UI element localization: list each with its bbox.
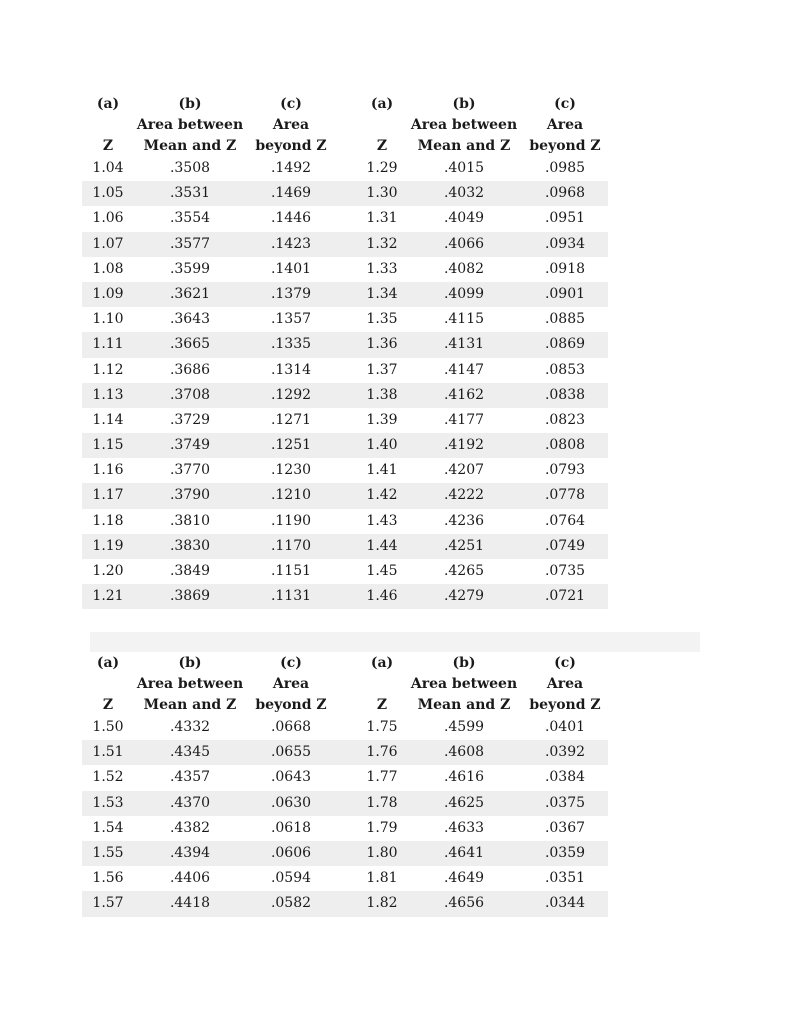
table-cell: 1.31 [366, 210, 398, 227]
table-cell: .1131 [270, 588, 312, 605]
table-cell: .4251 [443, 537, 485, 554]
table-cell: .0401 [544, 719, 586, 735]
table-cell: .0643 [270, 769, 312, 786]
table-cell: .0764 [544, 512, 586, 529]
table-cell: 1.44 [366, 537, 398, 554]
table-cell: .0951 [544, 210, 586, 227]
table-cell: 1.06 [92, 210, 124, 227]
table-cell: .3749 [169, 437, 211, 454]
table-cell: .0655 [270, 744, 312, 761]
table-cell: 1.45 [366, 563, 398, 579]
table-cell: .3665 [169, 336, 211, 353]
header-col-c-2: (c) Area beyond Z [529, 655, 601, 713]
table-cell: 1.75 [366, 719, 398, 735]
table-row [82, 816, 608, 841]
table-cell: .3599 [169, 260, 211, 277]
table-cell: .0594 [270, 870, 312, 887]
header-col-a-2: (a) Z [370, 655, 394, 713]
table-cell: 1.30 [366, 185, 398, 202]
table-cell: 1.42 [366, 487, 398, 504]
header-col-c: (c) Area beyond Z [255, 655, 327, 713]
table-cell: .4099 [443, 285, 485, 302]
table-header [82, 94, 608, 156]
table-row [82, 841, 608, 866]
table-cell: 1.41 [366, 462, 398, 479]
table-cell: .3708 [169, 386, 211, 403]
header-col-b: (b) Area between Mean and Z [136, 96, 244, 154]
table-cell: .3686 [169, 361, 211, 378]
table-cell: .0606 [270, 844, 312, 861]
table-cell: .0618 [270, 819, 312, 836]
table-cell: 1.34 [366, 285, 398, 302]
table-cell: .0630 [270, 794, 312, 811]
table-cell: .0351 [544, 870, 586, 887]
table-cell: .4625 [443, 794, 485, 811]
table-row [82, 257, 608, 282]
table-cell: 1.78 [366, 794, 398, 811]
table-row [82, 181, 608, 206]
table-cell: 1.77 [366, 769, 398, 786]
table-cell: 1.10 [92, 311, 124, 328]
table-cell: 1.46 [366, 588, 398, 605]
table-row [82, 307, 608, 332]
table-cell: 1.08 [92, 260, 124, 277]
header-col-c-2: (c) Area beyond Z [529, 96, 601, 154]
table-body [82, 156, 608, 609]
table-cell: 1.12 [92, 361, 124, 378]
table-cell: .4082 [443, 260, 485, 277]
table-cell: .4131 [443, 336, 485, 353]
table-cell: .4066 [443, 235, 485, 252]
table-body [82, 715, 608, 917]
table-cell: 1.19 [92, 537, 124, 554]
table-row [82, 156, 608, 181]
z-table-lower [82, 653, 608, 917]
table-cell: .1190 [270, 512, 312, 529]
table-cell: .4162 [443, 386, 485, 403]
table-cell: 1.37 [366, 361, 398, 378]
table-row [82, 534, 608, 559]
table-cell: .4382 [169, 819, 211, 836]
table-cell: 1.32 [366, 235, 398, 252]
table-cell: 1.55 [92, 844, 124, 861]
header-col-b-2: (b) Area between Mean and Z [410, 96, 518, 154]
table-cell: 1.35 [366, 311, 398, 328]
table-cell: .1151 [270, 563, 312, 579]
table-cell: .1446 [270, 210, 312, 227]
table-cell: .3508 [169, 160, 211, 176]
table-cell: .1314 [270, 361, 312, 378]
table-cell: .1335 [270, 336, 312, 353]
table-cell: .1292 [270, 386, 312, 403]
table-cell: .0985 [544, 160, 586, 176]
table-cell: 1.16 [92, 462, 124, 479]
table-cell: .0721 [544, 588, 586, 605]
table-cell: .0793 [544, 462, 586, 479]
table-cell: 1.39 [366, 411, 398, 428]
table-cell: 1.51 [92, 744, 124, 761]
table-cell: .4332 [169, 719, 211, 735]
header-col-a: (a) Z [96, 96, 120, 154]
table-cell: .3621 [169, 285, 211, 302]
table-cell: 1.21 [92, 588, 124, 605]
table-cell: 1.57 [92, 895, 124, 912]
table-cell: .1423 [270, 235, 312, 252]
table-cell: .4649 [443, 870, 485, 887]
table-row [82, 584, 608, 609]
table-cell: .3830 [169, 537, 211, 554]
table-cell: .0749 [544, 537, 586, 554]
table-cell: .4207 [443, 462, 485, 479]
table-cell: .3643 [169, 311, 211, 328]
table-cell: 1.80 [366, 844, 398, 861]
table-cell: .0367 [544, 819, 586, 836]
table-cell: .1401 [270, 260, 312, 277]
table-cell: 1.09 [92, 285, 124, 302]
table-cell: .1492 [270, 160, 312, 176]
table-cell: .0869 [544, 336, 586, 353]
table-row [82, 383, 608, 408]
table-cell: .1271 [270, 411, 312, 428]
table-cell: .1251 [270, 437, 312, 454]
table-cell: 1.53 [92, 794, 124, 811]
table-cell: .4015 [443, 160, 485, 176]
table-cell: .0885 [544, 311, 586, 328]
table-cell: .4345 [169, 744, 211, 761]
table-cell: .0778 [544, 487, 586, 504]
table-cell: .4616 [443, 769, 485, 786]
table-cell: 1.11 [92, 336, 124, 353]
table-cell: .4236 [443, 512, 485, 529]
table-cell: 1.20 [92, 563, 124, 579]
table-cell: .0901 [544, 285, 586, 302]
header-col-b-2: (b) Area between Mean and Z [410, 655, 518, 713]
table-cell: 1.54 [92, 819, 124, 836]
table-cell: .4633 [443, 819, 485, 836]
table-cell: .1170 [270, 537, 312, 554]
table-cell: .3810 [169, 512, 211, 529]
table-cell: .0934 [544, 235, 586, 252]
table-row [82, 458, 608, 483]
table-cell: .0375 [544, 794, 586, 811]
table-cell: 1.52 [92, 769, 124, 786]
table-row [82, 509, 608, 534]
table-cell: .1379 [270, 285, 312, 302]
table-cell: .4265 [443, 563, 485, 579]
table-cell: .1230 [270, 462, 312, 479]
table-cell: .3849 [169, 563, 211, 579]
table-cell: .4049 [443, 210, 485, 227]
table-row [82, 891, 608, 916]
table-cell: 1.79 [366, 819, 398, 836]
table-cell: 1.17 [92, 487, 124, 504]
table-row [82, 408, 608, 433]
table-cell: .0808 [544, 437, 586, 454]
table-cell: .4222 [443, 487, 485, 504]
table-row [82, 358, 608, 383]
table-row [82, 559, 608, 584]
table-header [82, 653, 608, 715]
table-cell: 1.13 [92, 386, 124, 403]
table-cell: 1.38 [366, 386, 398, 403]
table-cell: .0823 [544, 411, 586, 428]
table-cell: .0582 [270, 895, 312, 912]
table-cell: .3531 [169, 185, 211, 202]
table-cell: 1.43 [366, 512, 398, 529]
table-row [82, 791, 608, 816]
table-cell: 1.40 [366, 437, 398, 454]
table-cell: 1.15 [92, 437, 124, 454]
table-row [82, 483, 608, 508]
table-cell: .4394 [169, 844, 211, 861]
table-cell: 1.82 [366, 895, 398, 912]
table-row [82, 866, 608, 891]
table-cell: .3554 [169, 210, 211, 227]
table-cell: 1.04 [92, 160, 124, 176]
table-cell: .4599 [443, 719, 485, 735]
header-col-a: (a) Z [96, 655, 120, 713]
table-cell: .0392 [544, 744, 586, 761]
table-cell: .0968 [544, 185, 586, 202]
table-row [82, 332, 608, 357]
table-cell: 1.29 [366, 160, 398, 176]
table-cell: 1.14 [92, 411, 124, 428]
table-cell: .4147 [443, 361, 485, 378]
table-cell: .0918 [544, 260, 586, 277]
table-cell: .4115 [443, 311, 485, 328]
table-cell: .4177 [443, 411, 485, 428]
z-table-upper [82, 94, 608, 609]
table-cell: .1469 [270, 185, 312, 202]
table-cell: .3869 [169, 588, 211, 605]
table-cell: .1210 [270, 487, 312, 504]
table-cell: .3577 [169, 235, 211, 252]
table-cell: .4406 [169, 870, 211, 887]
table-cell: 1.07 [92, 235, 124, 252]
table-row [82, 740, 608, 765]
table-cell: .4357 [169, 769, 211, 786]
table-row [82, 765, 608, 790]
table-cell: 1.18 [92, 512, 124, 529]
table-cell: .0384 [544, 769, 586, 786]
table-row [82, 282, 608, 307]
table-cell: 1.50 [92, 719, 124, 735]
table-cell: .1357 [270, 311, 312, 328]
header-col-b: (b) Area between Mean and Z [136, 655, 244, 713]
table-cell: 1.33 [366, 260, 398, 277]
table-cell: .4192 [443, 437, 485, 454]
table-cell: .0359 [544, 844, 586, 861]
table-cell: .4418 [169, 895, 211, 912]
table-cell: 1.81 [366, 870, 398, 887]
table-cell: 1.76 [366, 744, 398, 761]
table-cell: 1.36 [366, 336, 398, 353]
header-col-a-2: (a) Z [370, 96, 394, 154]
header-col-c: (c) Area beyond Z [255, 96, 327, 154]
table-cell: .4279 [443, 588, 485, 605]
section-divider [90, 632, 700, 652]
table-cell: 1.05 [92, 185, 124, 202]
table-cell: .4608 [443, 744, 485, 761]
table-cell: .0344 [544, 895, 586, 912]
table-cell: .3770 [169, 462, 211, 479]
table-cell: .3729 [169, 411, 211, 428]
table-cell: .4032 [443, 185, 485, 202]
table-row [82, 715, 608, 740]
table-cell: .4370 [169, 794, 211, 811]
table-row [82, 206, 608, 231]
table-cell: .0735 [544, 563, 586, 579]
table-cell: 1.56 [92, 870, 124, 887]
table-cell: .4641 [443, 844, 485, 861]
table-cell: .4656 [443, 895, 485, 912]
table-cell: .3790 [169, 487, 211, 504]
table-cell: .0853 [544, 361, 586, 378]
table-cell: .0838 [544, 386, 586, 403]
table-row [82, 433, 608, 458]
table-cell: .0668 [270, 719, 312, 735]
table-row [82, 232, 608, 257]
